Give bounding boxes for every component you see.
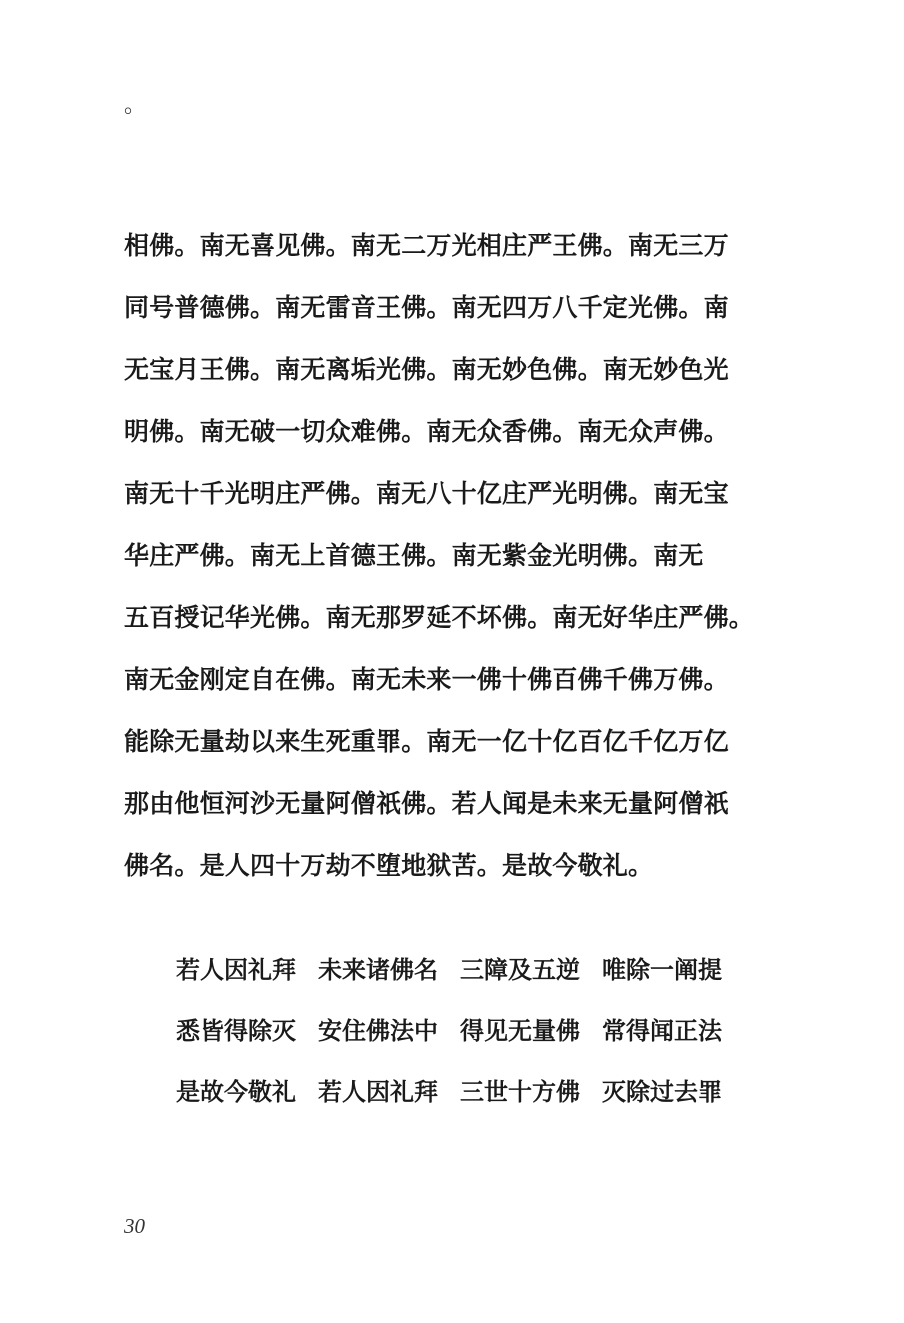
leading-punctuation: 。 [124,93,147,118]
prose-line: 南无十千光明庄严佛。南无八十亿庄严光明佛。南无宝 [124,479,729,508]
verse-phrase: 三障及五逆 [460,955,580,984]
verse-phrase: 是故今敬礼 [176,1077,296,1106]
prose-line: 华庄严佛。南无上首德王佛。南无紫金光明佛。南无 [124,541,704,570]
prose-paragraph [124,220,755,902]
prose-line: 相佛。南无喜见佛。南无二万光相庄严王佛。南无三万 [124,231,729,260]
prose-line: 能除无量劫以来生死重罪。南无一亿十亿百亿千亿万亿 [124,727,729,756]
prose-line: 那由他恒河沙无量阿僧祇佛。若人闻是未来无量阿僧祇 [124,789,729,818]
verse-phrase: 若人因礼拜 [318,1077,438,1106]
verse-phrase: 若人因礼拜 [176,955,296,984]
prose-line: 明佛。南无破一切众难佛。南无众香佛。南无众声佛。 [124,417,729,446]
verse-phrase: 安住佛法中 [318,1016,438,1045]
verse-row [176,1068,756,1129]
prose-line: 佛名。是人四十万劫不堕地狱苦。是故今敬礼。 [124,851,654,880]
verse-block [176,946,756,1129]
verse-phrase: 三世十方佛 [460,1077,580,1106]
verse-row [176,1007,756,1068]
verse-phrase: 常得闻正法 [602,1016,722,1045]
verse-phrase: 未来诸佛名 [318,955,438,984]
prose-line: 五百授记华光佛。南无那罗延不坏佛。南无好华庄严佛。 [124,603,755,632]
verse-row [176,946,756,1007]
verse-phrase: 灭除过去罪 [602,1077,722,1106]
verse-phrase: 得见无量佛 [460,1016,580,1045]
prose-line: 南无金刚定自在佛。南无未来一佛十佛百佛千佛万佛。 [124,665,729,694]
verse-phrase: 唯除一阐提 [602,955,722,984]
page-number: 30 [124,1214,145,1238]
verse-phrase: 悉皆得除灭 [176,1016,296,1045]
prose-line: 同号普德佛。南无雷音王佛。南无四万八千定光佛。南 [124,293,729,322]
prose-line: 无宝月王佛。南无离垢光佛。南无妙色佛。南无妙色光 [124,355,729,384]
